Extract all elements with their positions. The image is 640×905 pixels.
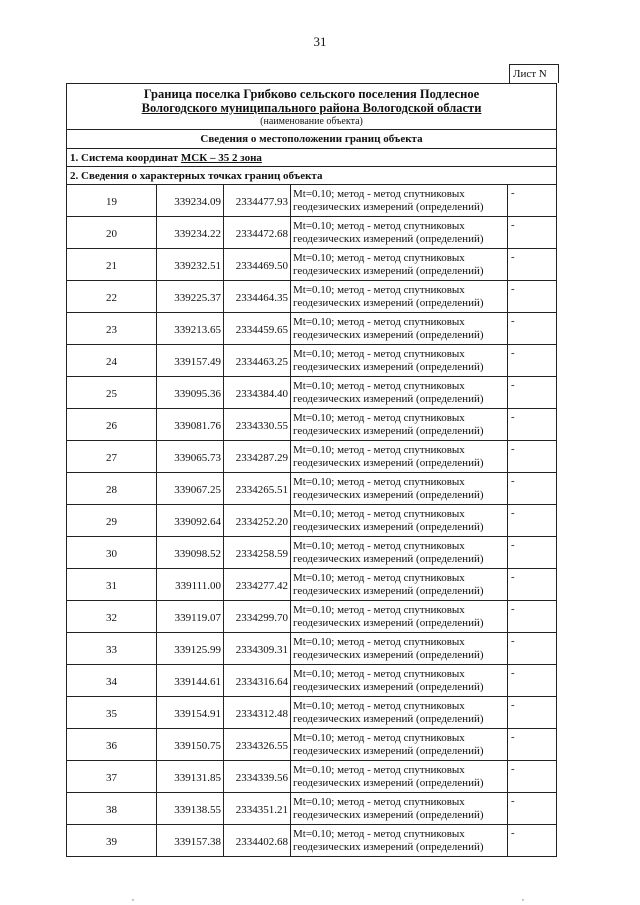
method-line1: Mt=0.10; метод - метод спутниковых	[293, 379, 465, 392]
point-y: 2334351.21	[224, 793, 291, 825]
point-x: 339154.91	[157, 697, 224, 729]
point-description: -	[508, 793, 557, 825]
point-x: 339232.51	[157, 249, 224, 281]
point-y: 2334277.42	[224, 569, 291, 601]
point-x: 339138.55	[157, 793, 224, 825]
point-number: 39	[67, 825, 157, 857]
point-number: 38	[67, 793, 157, 825]
point-method	[291, 569, 508, 601]
method-line1: Mt=0.10; метод - метод спутниковых	[293, 411, 465, 424]
point-y: 2334464.35	[224, 281, 291, 313]
method-line1: Mt=0.10; метод - метод спутниковых	[293, 635, 465, 648]
method-line1: Mt=0.10; метод - метод спутниковых	[293, 699, 465, 712]
point-number: 27	[67, 441, 157, 473]
point-method	[291, 505, 508, 537]
method-line1: Mt=0.10; метод - метод спутниковых	[293, 187, 465, 200]
page-number: 31	[313, 34, 327, 49]
method-line1: Mt=0.10; метод - метод спутниковых	[293, 795, 465, 808]
point-x: 339150.75	[157, 729, 224, 761]
coord-system-row	[67, 149, 557, 167]
point-y: 2334472.68	[224, 217, 291, 249]
method-line2: геодезических измерений (определений)	[293, 616, 484, 629]
point-y: 2334469.50	[224, 249, 291, 281]
method-line2: геодезических измерений (определений)	[293, 392, 484, 405]
point-y: 2334384.40	[224, 377, 291, 409]
sheet-label: Лист N	[509, 64, 559, 83]
method-line1: Mt=0.10; метод - метод спутниковых	[293, 219, 465, 232]
method-line1: Mt=0.10; метод - метод спутниковых	[293, 539, 465, 552]
point-description: -	[508, 761, 557, 793]
section-header-row	[67, 130, 557, 149]
table-row	[67, 761, 557, 793]
point-method	[291, 665, 508, 697]
point-description: -	[508, 473, 557, 505]
point-description: -	[508, 697, 557, 729]
point-description: -	[508, 377, 557, 409]
point-number: 20	[67, 217, 157, 249]
point-description: -	[508, 505, 557, 537]
point-method	[291, 537, 508, 569]
object-title	[67, 84, 557, 130]
point-y: 2334265.51	[224, 473, 291, 505]
method-line1: Mt=0.10; метод - метод спутниковых	[293, 667, 465, 680]
point-method	[291, 441, 508, 473]
boundary-table	[66, 83, 557, 857]
point-y: 2334316.64	[224, 665, 291, 697]
coord-system-label: 1. Система координат	[70, 151, 181, 164]
point-y: 2334330.55	[224, 409, 291, 441]
table-row	[67, 793, 557, 825]
point-number: 28	[67, 473, 157, 505]
point-x: 339111.00	[157, 569, 224, 601]
point-y: 2334477.93	[224, 185, 291, 217]
method-line1: Mt=0.10; метод - метод спутниковых	[293, 571, 465, 584]
table-row	[67, 345, 557, 377]
method-line1: Mt=0.10; метод - метод спутниковых	[293, 827, 465, 840]
table-row	[67, 441, 557, 473]
point-y: 2334312.48	[224, 697, 291, 729]
table-row	[67, 729, 557, 761]
point-x: 339098.52	[157, 537, 224, 569]
method-line2: геодезических измерений (определений)	[293, 712, 484, 725]
point-x: 339119.07	[157, 601, 224, 633]
table-row	[67, 249, 557, 281]
point-number: 30	[67, 537, 157, 569]
point-x: 339092.64	[157, 505, 224, 537]
point-description: -	[508, 537, 557, 569]
table-row	[67, 537, 557, 569]
point-description: -	[508, 409, 557, 441]
point-x: 339125.99	[157, 633, 224, 665]
table-row	[67, 377, 557, 409]
scan-mark: ,	[522, 893, 524, 902]
point-y: 2334326.55	[224, 729, 291, 761]
coord-system-value: МСК – 35 2 зона	[180, 151, 262, 164]
point-number: 36	[67, 729, 157, 761]
point-method	[291, 409, 508, 441]
table-row	[67, 281, 557, 313]
point-number: 32	[67, 601, 157, 633]
point-number: 33	[67, 633, 157, 665]
point-y: 2334309.31	[224, 633, 291, 665]
coord-system	[67, 149, 557, 167]
point-method	[291, 697, 508, 729]
points-header: 2. Сведения о характерных точках границ объекта	[67, 167, 557, 185]
point-number: 29	[67, 505, 157, 537]
point-method	[291, 793, 508, 825]
method-line2: геодезических измерений (определений)	[293, 520, 484, 533]
point-x: 339067.25	[157, 473, 224, 505]
point-x: 339144.61	[157, 665, 224, 697]
table-row	[67, 825, 557, 857]
method-line1: Mt=0.10; метод - метод спутниковых	[293, 347, 465, 360]
point-method	[291, 249, 508, 281]
point-description: -	[508, 633, 557, 665]
method-line2: геодезических измерений (определений)	[293, 232, 484, 245]
point-x: 339157.49	[157, 345, 224, 377]
point-y: 2334252.20	[224, 505, 291, 537]
object-title-line2: Вологодского муниципального района Вологодской области	[141, 100, 482, 115]
point-number: 37	[67, 761, 157, 793]
point-x: 339081.76	[157, 409, 224, 441]
method-line2: геодезических измерений (определений)	[293, 456, 484, 469]
point-number: 25	[67, 377, 157, 409]
point-y: 2334402.68	[224, 825, 291, 857]
method-line2: геодезических измерений (определений)	[293, 552, 484, 565]
title-row	[67, 84, 557, 130]
method-line1: Mt=0.10; метод - метод спутниковых	[293, 731, 465, 744]
point-method	[291, 345, 508, 377]
method-line2: геодезических измерений (определений)	[293, 360, 484, 373]
point-number: 19	[67, 185, 157, 217]
table-row	[67, 217, 557, 249]
table-row	[67, 601, 557, 633]
method-line1: Mt=0.10; метод - метод спутниковых	[293, 763, 465, 776]
section-header: Сведения о местоположении границ объекта	[67, 130, 557, 149]
point-description: -	[508, 217, 557, 249]
point-x: 339234.09	[157, 185, 224, 217]
point-method	[291, 313, 508, 345]
method-line2: геодезических измерений (определений)	[293, 488, 484, 501]
point-y: 2334339.56	[224, 761, 291, 793]
method-line1: Mt=0.10; метод - метод спутниковых	[293, 283, 465, 296]
point-y: 2334299.70	[224, 601, 291, 633]
point-description: -	[508, 345, 557, 377]
method-line1: Mt=0.10; метод - метод спутниковых	[293, 315, 465, 328]
table-row	[67, 665, 557, 697]
point-x: 339157.38	[157, 825, 224, 857]
method-line2: геодезических измерений (определений)	[293, 264, 484, 277]
method-line2: геодезических измерений (определений)	[293, 680, 484, 693]
point-description: -	[508, 665, 557, 697]
method-line2: геодезических измерений (определений)	[293, 808, 484, 821]
method-line2: геодезических измерений (определений)	[293, 424, 484, 437]
table-row	[67, 473, 557, 505]
method-line2: геодезических измерений (определений)	[293, 840, 484, 853]
method-line2: геодезических измерений (определений)	[293, 648, 484, 661]
point-number: 22	[67, 281, 157, 313]
method-line2: геодезических измерений (определений)	[293, 328, 484, 341]
point-method	[291, 729, 508, 761]
point-number: 21	[67, 249, 157, 281]
point-number: 26	[67, 409, 157, 441]
point-description: -	[508, 185, 557, 217]
object-title-note: (наименование объекта)	[260, 115, 363, 127]
point-method	[291, 601, 508, 633]
method-line2: геодезических измерений (определений)	[293, 200, 484, 213]
point-description: -	[508, 313, 557, 345]
point-number: 24	[67, 345, 157, 377]
method-line1: Mt=0.10; метод - метод спутниковых	[293, 603, 465, 616]
method-line2: геодезических измерений (определений)	[293, 776, 484, 789]
method-line2: геодезических измерений (определений)	[293, 296, 484, 309]
point-method	[291, 633, 508, 665]
method-line1: Mt=0.10; метод - метод спутниковых	[293, 475, 465, 488]
point-description: -	[508, 441, 557, 473]
point-method	[291, 217, 508, 249]
point-y: 2334463.25	[224, 345, 291, 377]
point-x: 339234.22	[157, 217, 224, 249]
method-line1: Mt=0.10; метод - метод спутниковых	[293, 443, 465, 456]
point-description: -	[508, 601, 557, 633]
point-x: 339213.65	[157, 313, 224, 345]
point-description: -	[508, 825, 557, 857]
point-method	[291, 473, 508, 505]
point-method	[291, 281, 508, 313]
table-row	[67, 697, 557, 729]
point-description: -	[508, 249, 557, 281]
point-number: 34	[67, 665, 157, 697]
point-number: 35	[67, 697, 157, 729]
boundary-table-body	[67, 84, 557, 857]
object-title-line1: Граница поселка Грибково сельского поселения Подлесное	[143, 86, 480, 101]
table-row	[67, 185, 557, 217]
point-y: 2334258.59	[224, 537, 291, 569]
point-method	[291, 825, 508, 857]
point-x: 339131.85	[157, 761, 224, 793]
point-method	[291, 761, 508, 793]
points-header-row	[67, 167, 557, 185]
scan-mark: ,	[132, 893, 134, 902]
point-y: 2334459.65	[224, 313, 291, 345]
point-number: 23	[67, 313, 157, 345]
point-method	[291, 377, 508, 409]
method-line1: Mt=0.10; метод - метод спутниковых	[293, 251, 465, 264]
table-row	[67, 505, 557, 537]
table-row	[67, 313, 557, 345]
point-x: 339225.37	[157, 281, 224, 313]
point-x: 339095.36	[157, 377, 224, 409]
point-description: -	[508, 729, 557, 761]
point-x: 339065.73	[157, 441, 224, 473]
method-line2: геодезических измерений (определений)	[293, 584, 484, 597]
point-description: -	[508, 569, 557, 601]
point-y: 2334287.29	[224, 441, 291, 473]
table-row	[67, 569, 557, 601]
point-description: -	[508, 281, 557, 313]
table-row	[67, 633, 557, 665]
table-row	[67, 409, 557, 441]
method-line2: геодезических измерений (определений)	[293, 744, 484, 757]
point-method	[291, 185, 508, 217]
method-line1: Mt=0.10; метод - метод спутниковых	[293, 507, 465, 520]
point-number: 31	[67, 569, 157, 601]
